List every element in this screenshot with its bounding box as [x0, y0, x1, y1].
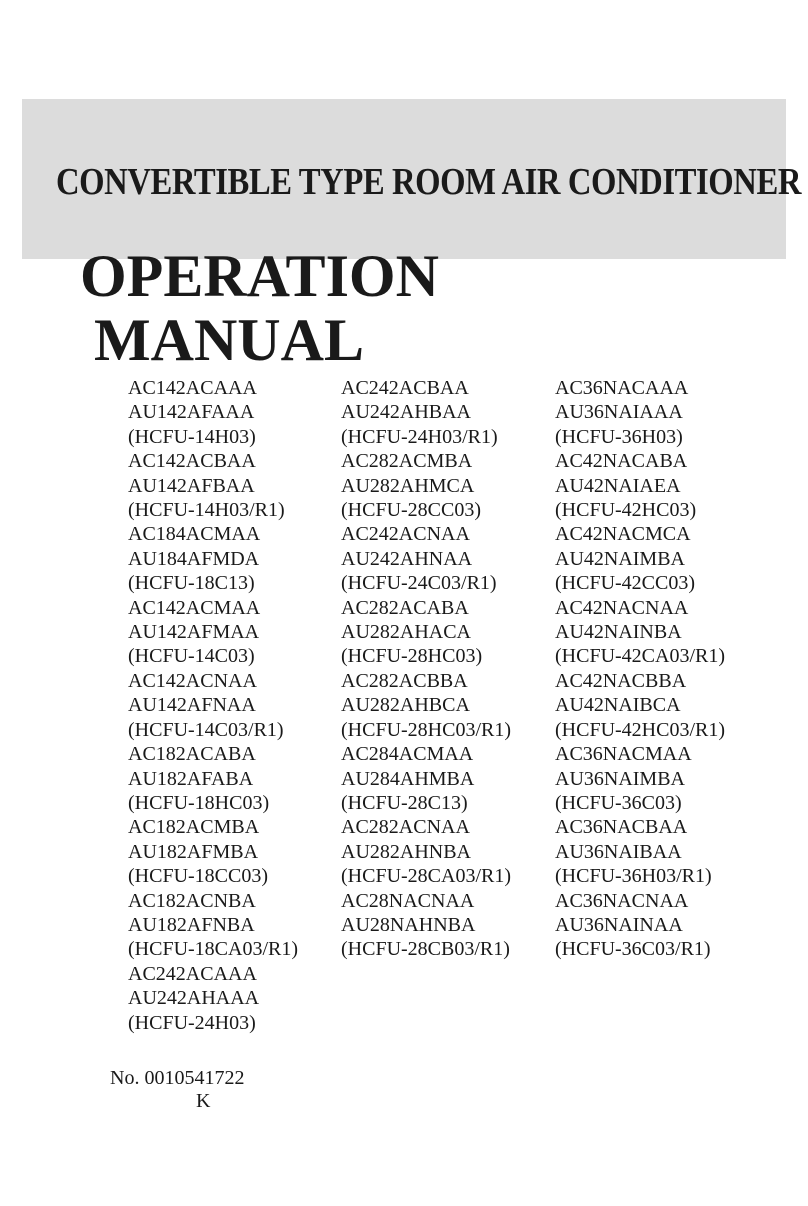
model-number: AU242AHAAA [128, 987, 260, 1010]
model-number: (HCFU-28CC03) [341, 499, 482, 522]
document-title-line1: OPERATION [80, 243, 439, 309]
model-number: AC242ACBAA [341, 377, 469, 399]
model-number: (HCFU-28C13) [341, 791, 468, 814]
model-number: AC36NACBAA [555, 816, 688, 839]
model-number: (HCFU-14C03) [128, 645, 255, 668]
model-number: AU142AFMAA [128, 621, 260, 644]
model-number: (HCFU-36C03) [555, 791, 682, 814]
model-number: AU242AHBAA [341, 401, 471, 424]
model-number: AU42NAIAEA [555, 474, 681, 497]
model-number: AC142ACBAA [128, 450, 256, 473]
model-number: AU284AHMBA [341, 767, 475, 790]
model-number: AC142ACMAA [128, 596, 261, 619]
model-number: (HCFU-18CC03) [128, 865, 269, 888]
model-number: AU28NAHNBA [341, 913, 476, 936]
model-number: AU36NAIBAA [555, 840, 682, 863]
document-revision: K [196, 1090, 211, 1112]
document-title-line2: MANUAL [94, 307, 364, 373]
model-number: (HCFU-28CB03/R1) [341, 938, 510, 961]
model-number: AU42NAINBA [555, 621, 682, 644]
model-number: (HCFU-42HC03) [555, 499, 697, 522]
model-number: AU142AFAAA [128, 401, 255, 424]
model-number: AU36NAIMBA [555, 767, 685, 790]
model-number: (HCFU-28HC03) [341, 645, 483, 668]
model-number: (HCFU-14H03/R1) [128, 499, 285, 522]
model-number: AU282AHBCA [341, 694, 470, 717]
model-number: (HCFU-24H03/R1) [341, 425, 498, 448]
model-number: AU142AFBAA [128, 474, 255, 497]
model-list-column-3 [555, 376, 725, 962]
model-number: AC36NACNAA [555, 889, 689, 912]
model-list-column-2 [341, 376, 511, 962]
model-number: (HCFU-42CA03/R1) [555, 645, 726, 668]
model-number: AU282AHACA [341, 621, 471, 644]
model-number: AC142ACNAA [128, 669, 257, 692]
model-number: (HCFU-42HC03/R1) [555, 718, 726, 741]
model-number: AC282ACNAA [341, 816, 470, 839]
model-number: (HCFU-36C03/R1) [555, 938, 711, 961]
model-number: AU282AHMCA [341, 474, 475, 497]
model-number: (HCFU-18CA03/R1) [128, 938, 299, 961]
model-number: AC242ACNAA [341, 523, 470, 546]
model-number: (HCFU-24H03) [128, 1011, 256, 1034]
model-number: (HCFU-36H03) [555, 425, 683, 448]
model-list-column-1 [128, 376, 298, 1035]
document-title [80, 244, 439, 372]
model-number: AC28NACNAA [341, 889, 475, 912]
model-number: AC182ACABA [128, 743, 256, 766]
model-number: AC242ACAAA [128, 962, 257, 985]
model-number: AC42NACNAA [555, 596, 689, 619]
model-number: AU142AFNAA [128, 694, 256, 717]
model-number: AU242AHNAA [341, 547, 473, 570]
model-number: AC282ACABA [341, 596, 469, 619]
model-number: AU182AFMBA [128, 840, 259, 863]
model-number: AC36NACMAA [555, 743, 692, 766]
model-number: AC42NACMCA [555, 523, 691, 546]
model-number: AC284ACMAA [341, 743, 474, 766]
model-number: AC182ACMBA [128, 816, 260, 839]
model-number: (HCFU-42CC03) [555, 572, 696, 595]
model-number: AC282ACBBA [341, 669, 468, 692]
model-number: AC42NACABA [555, 450, 688, 473]
banner-title: CONVERTIBLE TYPE ROOM AIR CONDITIONER [56, 161, 801, 203]
model-number: AU282AHNBA [341, 840, 471, 863]
model-number: AC142ACAAA [128, 377, 257, 399]
model-number: AC36NACAAA [555, 377, 689, 399]
model-number: AU184AFMDA [128, 547, 260, 570]
model-number: (HCFU-36H03/R1) [555, 865, 712, 888]
model-number: AU36NAIAAA [555, 401, 683, 424]
model-number: (HCFU-24C03/R1) [341, 572, 497, 595]
model-number: AC182ACNBA [128, 889, 256, 912]
model-number: AC42NACBBA [555, 669, 687, 692]
model-number: (HCFU-28CA03/R1) [341, 865, 512, 888]
model-number: AU42NAIBCA [555, 694, 681, 717]
model-number: AU182AFNBA [128, 913, 255, 936]
model-number: (HCFU-14H03) [128, 425, 256, 448]
model-number: (HCFU-18C13) [128, 572, 255, 595]
document-number: No. 0010541722 [110, 1067, 245, 1089]
model-number: (HCFU-14C03/R1) [128, 718, 284, 741]
model-number: (HCFU-28HC03/R1) [341, 718, 512, 741]
model-number: AC282ACMBA [341, 450, 473, 473]
model-number: AU182AFABA [128, 767, 254, 790]
model-number: AU42NAIMBA [555, 547, 685, 570]
model-number: (HCFU-18HC03) [128, 791, 270, 814]
model-number: AC184ACMAA [128, 523, 261, 546]
model-number: AU36NAINAA [555, 913, 683, 936]
